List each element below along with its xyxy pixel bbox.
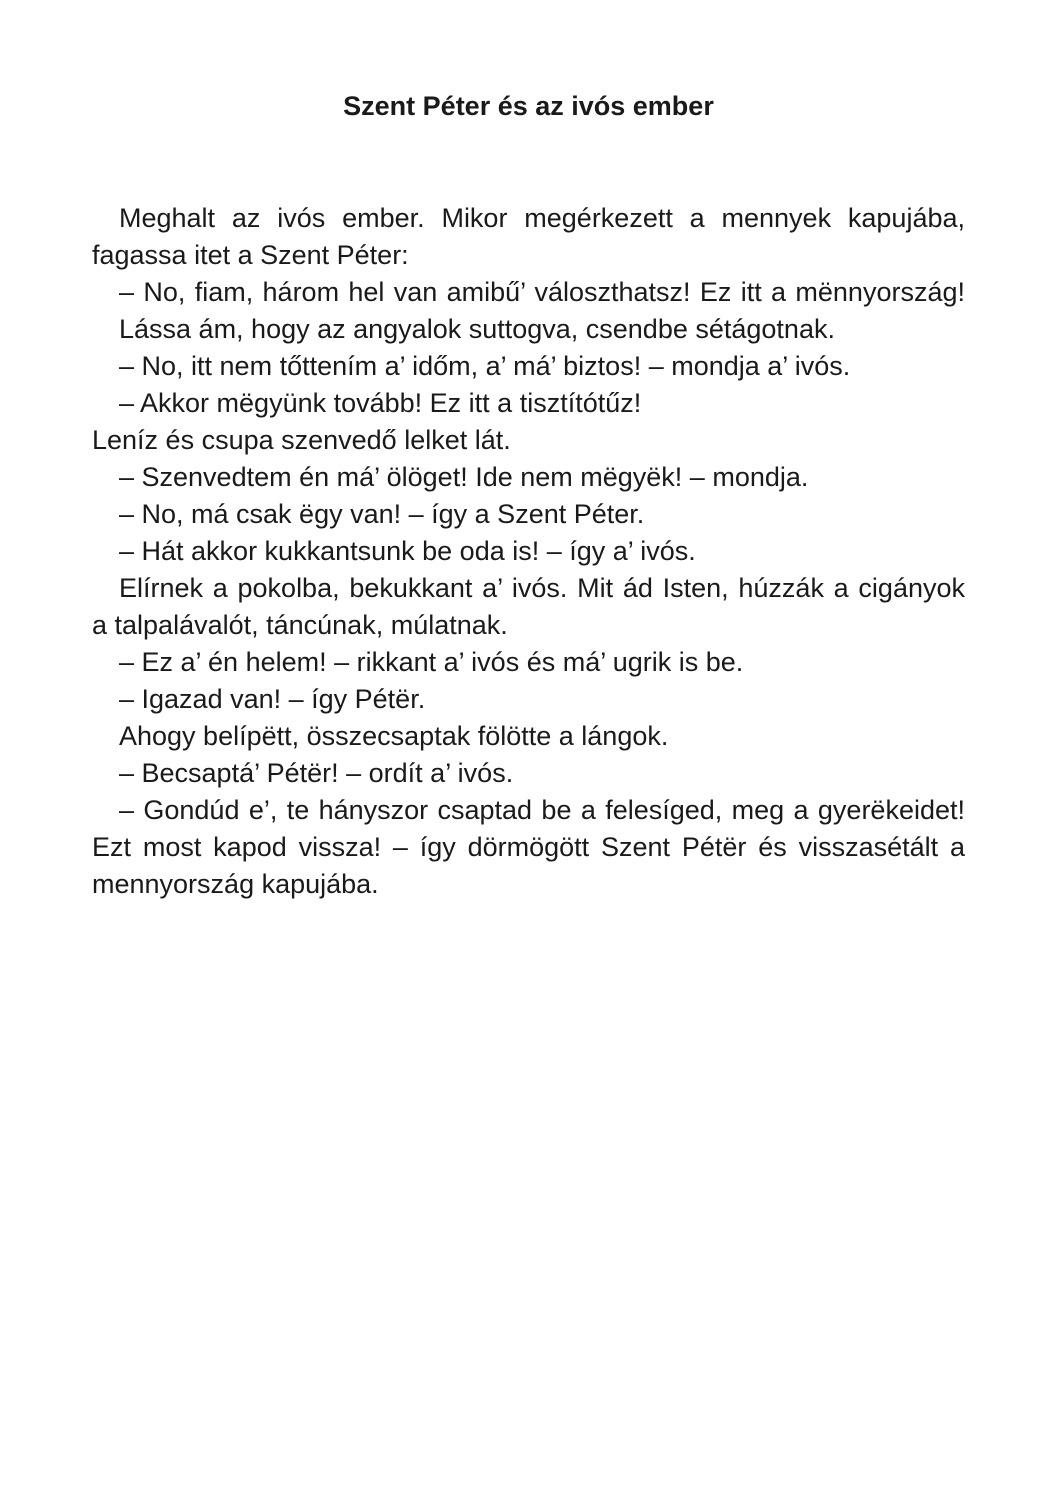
text-line: Ezt most kapod vissza! – így dörmögött Szent Pétër és visszasétált a — [92, 832, 965, 862]
text-line: – Igazad van! – így Pétër. — [119, 684, 426, 714]
text-line: – Hát akkor kukkantsunk be oda is! – így a’ ivós. — [119, 536, 696, 566]
text-line: – Becsaptá’ Pétër! – ordít a’ ivós. — [119, 758, 514, 788]
document-body — [92, 200, 965, 903]
text-line: mennyország kapujába. — [92, 869, 379, 899]
text-line: – No, má csak ëgy van! – így a Szent Péter. — [119, 499, 645, 529]
text-line: – Gondúd e’, te hányszor csaptad be a felesíged, meg a gyerëkeidet! — [119, 795, 965, 825]
text-line: fagassa itet a Szent Péter: — [92, 240, 409, 270]
text-line: Lássa ám, hogy az angyalok suttogva, csendbe sétágotnak. — [119, 314, 835, 344]
text-line: Leníz és csupa szenvedő lelket lát. — [92, 425, 511, 455]
text-line: – Ez a’ én helem! – rikkant a’ ivós és má’ ugrik is be. — [119, 647, 744, 677]
text-line: – Szenvedtem én má’ ölöget! Ide nem mëgyëk! – mondja. — [119, 462, 809, 492]
text-line: – Akkor mëgyünk tovább! Ez itt a tisztítótűz! — [119, 388, 642, 418]
text-line: Elírnek a pokolba, bekukkant a’ ivós. Mit ád Isten, húzzák a cigányok — [119, 573, 965, 603]
text-line: – No, fiam, három hel van amibű’ váloszthatsz! Ez itt a mënnyország! — [119, 277, 965, 307]
document-title: Szent Péter és az ivós ember — [343, 91, 714, 121]
text-line: Meghalt az ivós ember. Mikor megérkezett a mennyek kapujába, — [119, 203, 965, 233]
text-line: – No, itt nem tőttením a’ időm, a’ má’ biztos! – mondja a’ ivós. — [119, 351, 851, 381]
text-line: Ahogy belípëtt, összecsaptak fölötte a lángok. — [119, 721, 669, 751]
text-line: a talpalávalót, táncúnak, múlatnak. — [92, 610, 508, 640]
